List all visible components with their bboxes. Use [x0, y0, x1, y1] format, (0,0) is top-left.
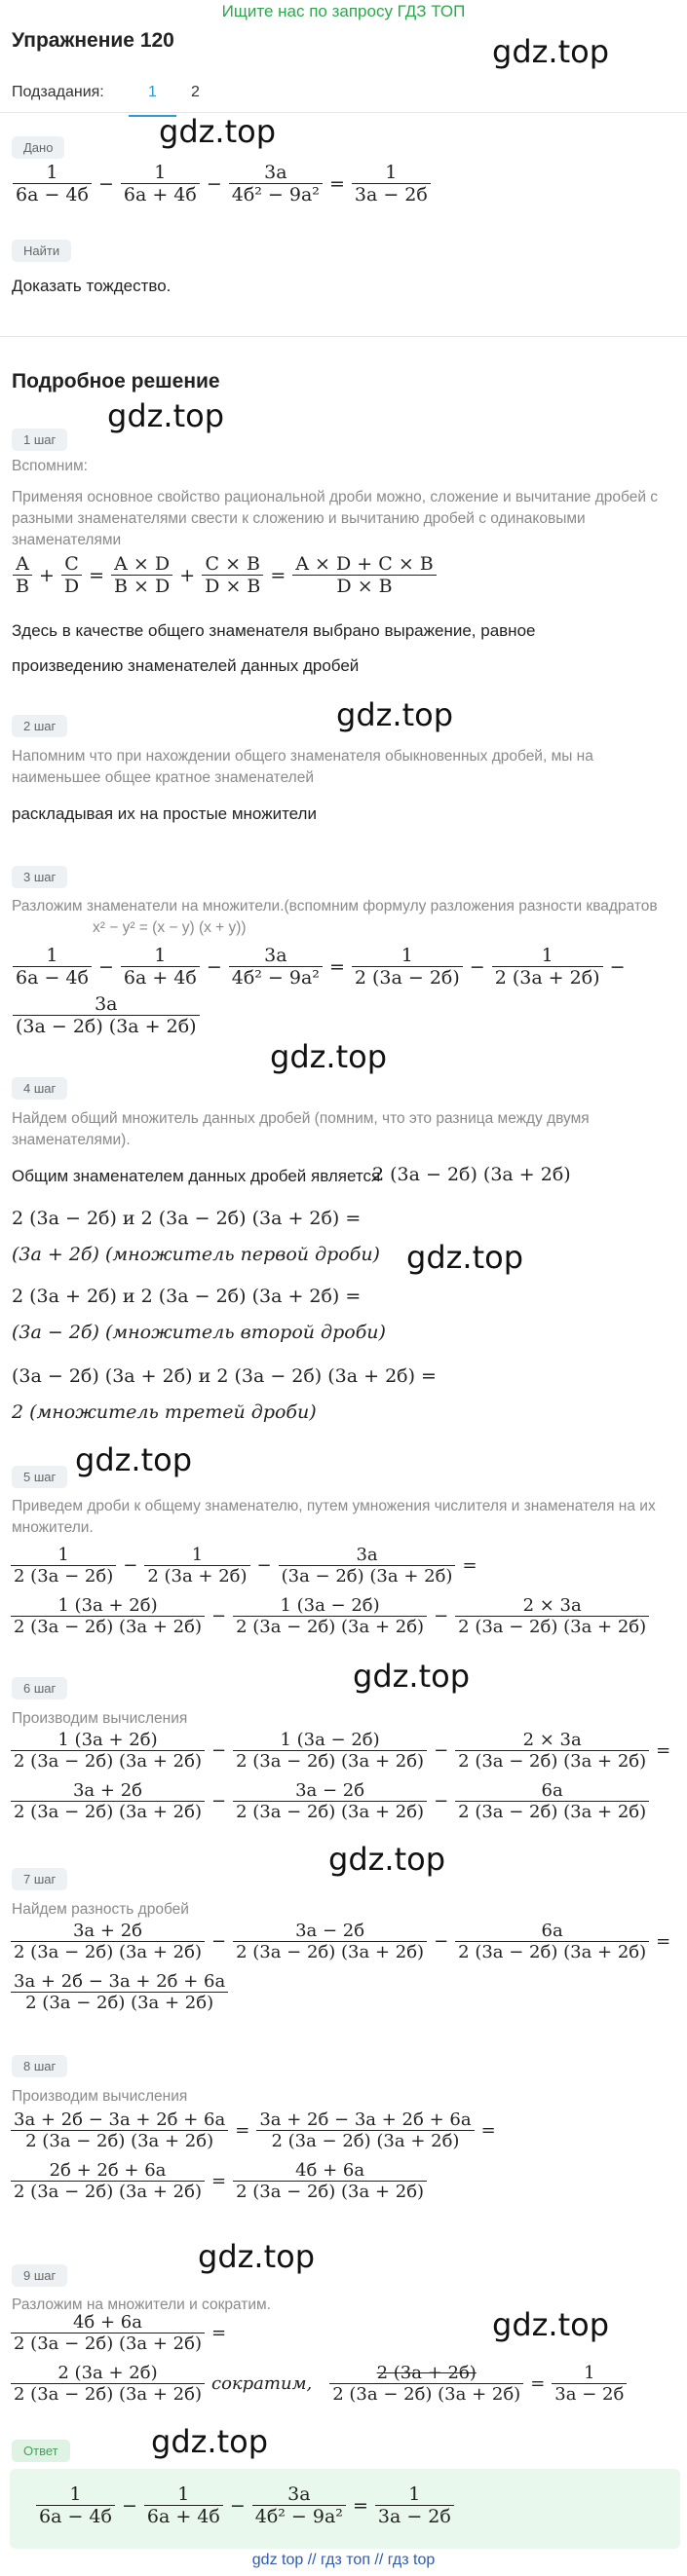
multiplier-line: 2 (3a − 2б) и 2 (3a − 2б) (3a + 2б) = — [12, 1208, 362, 1229]
step-text: раскладывая их на простые множители — [12, 804, 317, 823]
step7-equation: 3a + 2б 2 (3a − 2б) (3a + 2б) − 3a − 2б 2 (3a − 2б) (3a + 2б) − 6a 2 (3a − 2б) (3a + 2б) = — [8, 1921, 674, 1962]
step-badge: 2 шаг — [12, 715, 67, 737]
answer-badge: Ответ — [12, 2440, 70, 2462]
find-badge: Найти — [12, 240, 71, 262]
step9-equation-cont: 2 (3a + 2б) 2 (3a − 2б) (3a + 2б) сократим, 2 (3a + 2б) 2 (3a − 2б) (3a + 2б) = 1 3a − 2б — [8, 2363, 630, 2405]
multiplier-line: (3a − 2б) (множитель второй дроби) — [12, 1322, 386, 1343]
difference-of-squares-formula: x² − y² = (x − y) (x + y)) — [93, 919, 247, 936]
watermark: gdz.top — [353, 1658, 471, 1695]
watermark: gdz.top — [198, 2238, 316, 2275]
step-text: Здесь в качестве общего знаменателя выбрано выражение, равное — [12, 621, 536, 640]
step9-equation: 4б + 6a 2 (3a − 2б) (3a + 2б) = — [8, 2312, 230, 2354]
watermark: gdz.top — [270, 1038, 388, 1075]
multiplier-line: 2 (множитель третей дроби) — [12, 1401, 317, 1423]
step-badge: 5 шаг — [12, 1466, 67, 1488]
fraction-property-formula: $\frac{A}{B}$ + $\frac{C}{D}$ = $\frac{A \times D}{B \times D}$ + $\frac{C \times B}{D \times B}$ = $\frac{A \times D + C \times B}{D \times B}$ — [10, 553, 439, 597]
find-text: Доказать тождество. — [12, 277, 172, 295]
step-text: произведению знаменателей данных дробей — [12, 656, 360, 675]
step-badge: 1 шаг — [12, 429, 67, 451]
step8-equation-cont: 2б + 2б + 6a 2 (3a − 2б) (3a + 2б) = 4б + 6a 2 (3a − 2б) (3a + 2б) — [8, 2160, 430, 2202]
multiplier-line: (3a − 2б) (3a + 2б) и 2 (3a − 2б) (3a + 2б) = — [12, 1365, 437, 1387]
footer-links[interactable]: gdz top // гдз топ // гдз top — [251, 2552, 436, 2568]
watermark: gdz.top — [406, 1239, 524, 1276]
step-badge: 6 шаг — [12, 1677, 67, 1699]
given-equation: 1 6a − 4б − 1 6a + 4б − 3a 4б² − 9a² = 1 3a − 2б — [10, 162, 434, 205]
watermark: gdz.top — [151, 2423, 269, 2460]
step-hint: Найдем общий множитель данных дробей (помним, что это разница между двумя знаменателями). — [12, 1110, 590, 1148]
step-hint: Найдем разность дробей — [12, 1901, 189, 1918]
step-badge: 9 шаг — [12, 2264, 67, 2287]
step-hint: Разложим на множители и сократим. — [12, 2296, 271, 2313]
step-hint: Напомним что при нахождении общего знаменателя обыкновенных дробей, мы на наименьшее общее кратное знаменателей — [12, 748, 593, 786]
subtask-tab-1[interactable]: 1 — [129, 84, 176, 117]
step-hint: Производим вычисления — [12, 1710, 188, 1727]
divider — [0, 112, 687, 113]
common-denominator: 2 (3a − 2б) (3a + 2б) — [372, 1164, 571, 1185]
step6-equation: 1 (3a + 2б) 2 (3a − 2б) (3a + 2б) − 1 (3a − 2б) 2 (3a − 2б) (3a + 2б) − 2 × 3a 2 (3a − 2б) (3a + 2б) = — [8, 1730, 674, 1772]
search-banner[interactable]: Ищите нас по запросу ГДЗ ТОП — [221, 2, 466, 20]
solution-heading: Подробное решение — [12, 370, 220, 392]
step5-equation-cont: 1 (3a + 2б) 2 (3a − 2б) (3a + 2б) − 1 (3a − 2б) 2 (3a − 2б) (3a + 2б) − 2 × 3a 2 (3a − 2б) (3a + 2б) — [8, 1595, 652, 1637]
step-hint: Применяя основное свойство рациональной дроби можно, сложение и вычитание дробей с разными знаменателями свести к сложению и вычитанию дробей с одинаковыми знаменателями — [12, 489, 659, 548]
watermark: gdz.top — [336, 696, 454, 733]
answer-equation: 1 6a − 4б − 1 6a + 4б − 3a 4б² − 9a² = 1 3a − 2б — [33, 2483, 457, 2527]
step-hint: Приведем дроби к общему знаменателю, путем умножения числителя и знаменателя на их множители. — [12, 1498, 656, 1536]
watermark: gdz.top — [492, 2306, 610, 2343]
subtask-tab-2[interactable]: 2 — [191, 84, 200, 100]
step-badge: 8 шаг — [12, 2055, 67, 2077]
given-badge: Дано — [12, 136, 64, 159]
multiplier-line: 2 (3a + 2б) и 2 (3a − 2б) (3a + 2б) = — [12, 1286, 362, 1307]
step5-equation: 1 2 (3a − 2б) − 1 2 (3a + 2б) − 3a (3a − 2б) (3a + 2б) = — [8, 1545, 481, 1587]
step-hint: Разложим знаменатели на множители.(вспомним формулу разложения разности квадратов — [12, 898, 658, 915]
watermark: gdz.top — [159, 113, 277, 150]
multiplier-line: (3a + 2б) (множитель первой дроби) — [12, 1244, 380, 1265]
step-hint: Производим вычисления — [12, 2088, 188, 2105]
step3-equation: 1 6a − 4б − 1 6a + 4б − 3a 4б² − 9a² = 1 2 (3a − 2б) − 1 2 (3a + 2б) − — [10, 945, 630, 989]
divider — [0, 336, 687, 337]
page-title: Упражнение 120 — [12, 29, 174, 52]
watermark: gdz.top — [492, 33, 610, 70]
step8-equation: 3a + 2б − 3a + 2б + 6a 2 (3a − 2б) (3a + 2б) = 3a + 2б − 3a + 2б + 6a 2 (3a − 2б) (3a + 2б) = — [8, 2109, 500, 2151]
step-hint: Вспомним: — [12, 458, 88, 474]
step-badge: 4 шаг — [12, 1077, 67, 1100]
step-badge: 7 шаг — [12, 1868, 67, 1890]
watermark: gdz.top — [107, 397, 225, 434]
step3-equation-cont: 3a (3a − 2б) (3a + 2б) — [10, 993, 203, 1037]
watermark: gdz.top — [75, 1441, 193, 1478]
step-text: Общим знаменателем данных дробей является — [12, 1167, 381, 1185]
watermark: gdz.top — [328, 1841, 446, 1878]
step-badge: 3 шаг — [12, 866, 67, 888]
step7-equation-cont: 3a + 2б − 3a + 2б + 6a 2 (3a − 2б) (3a + 2б) — [8, 1971, 231, 2013]
subtasks-label: Подзадания: — [12, 84, 104, 100]
step6-equation-cont: 3a + 2б 2 (3a − 2б) (3a + 2б) − 3a − 2б 2 (3a − 2б) (3a + 2б) − 6a 2 (3a − 2б) (3a + 2б) — [8, 1780, 652, 1822]
